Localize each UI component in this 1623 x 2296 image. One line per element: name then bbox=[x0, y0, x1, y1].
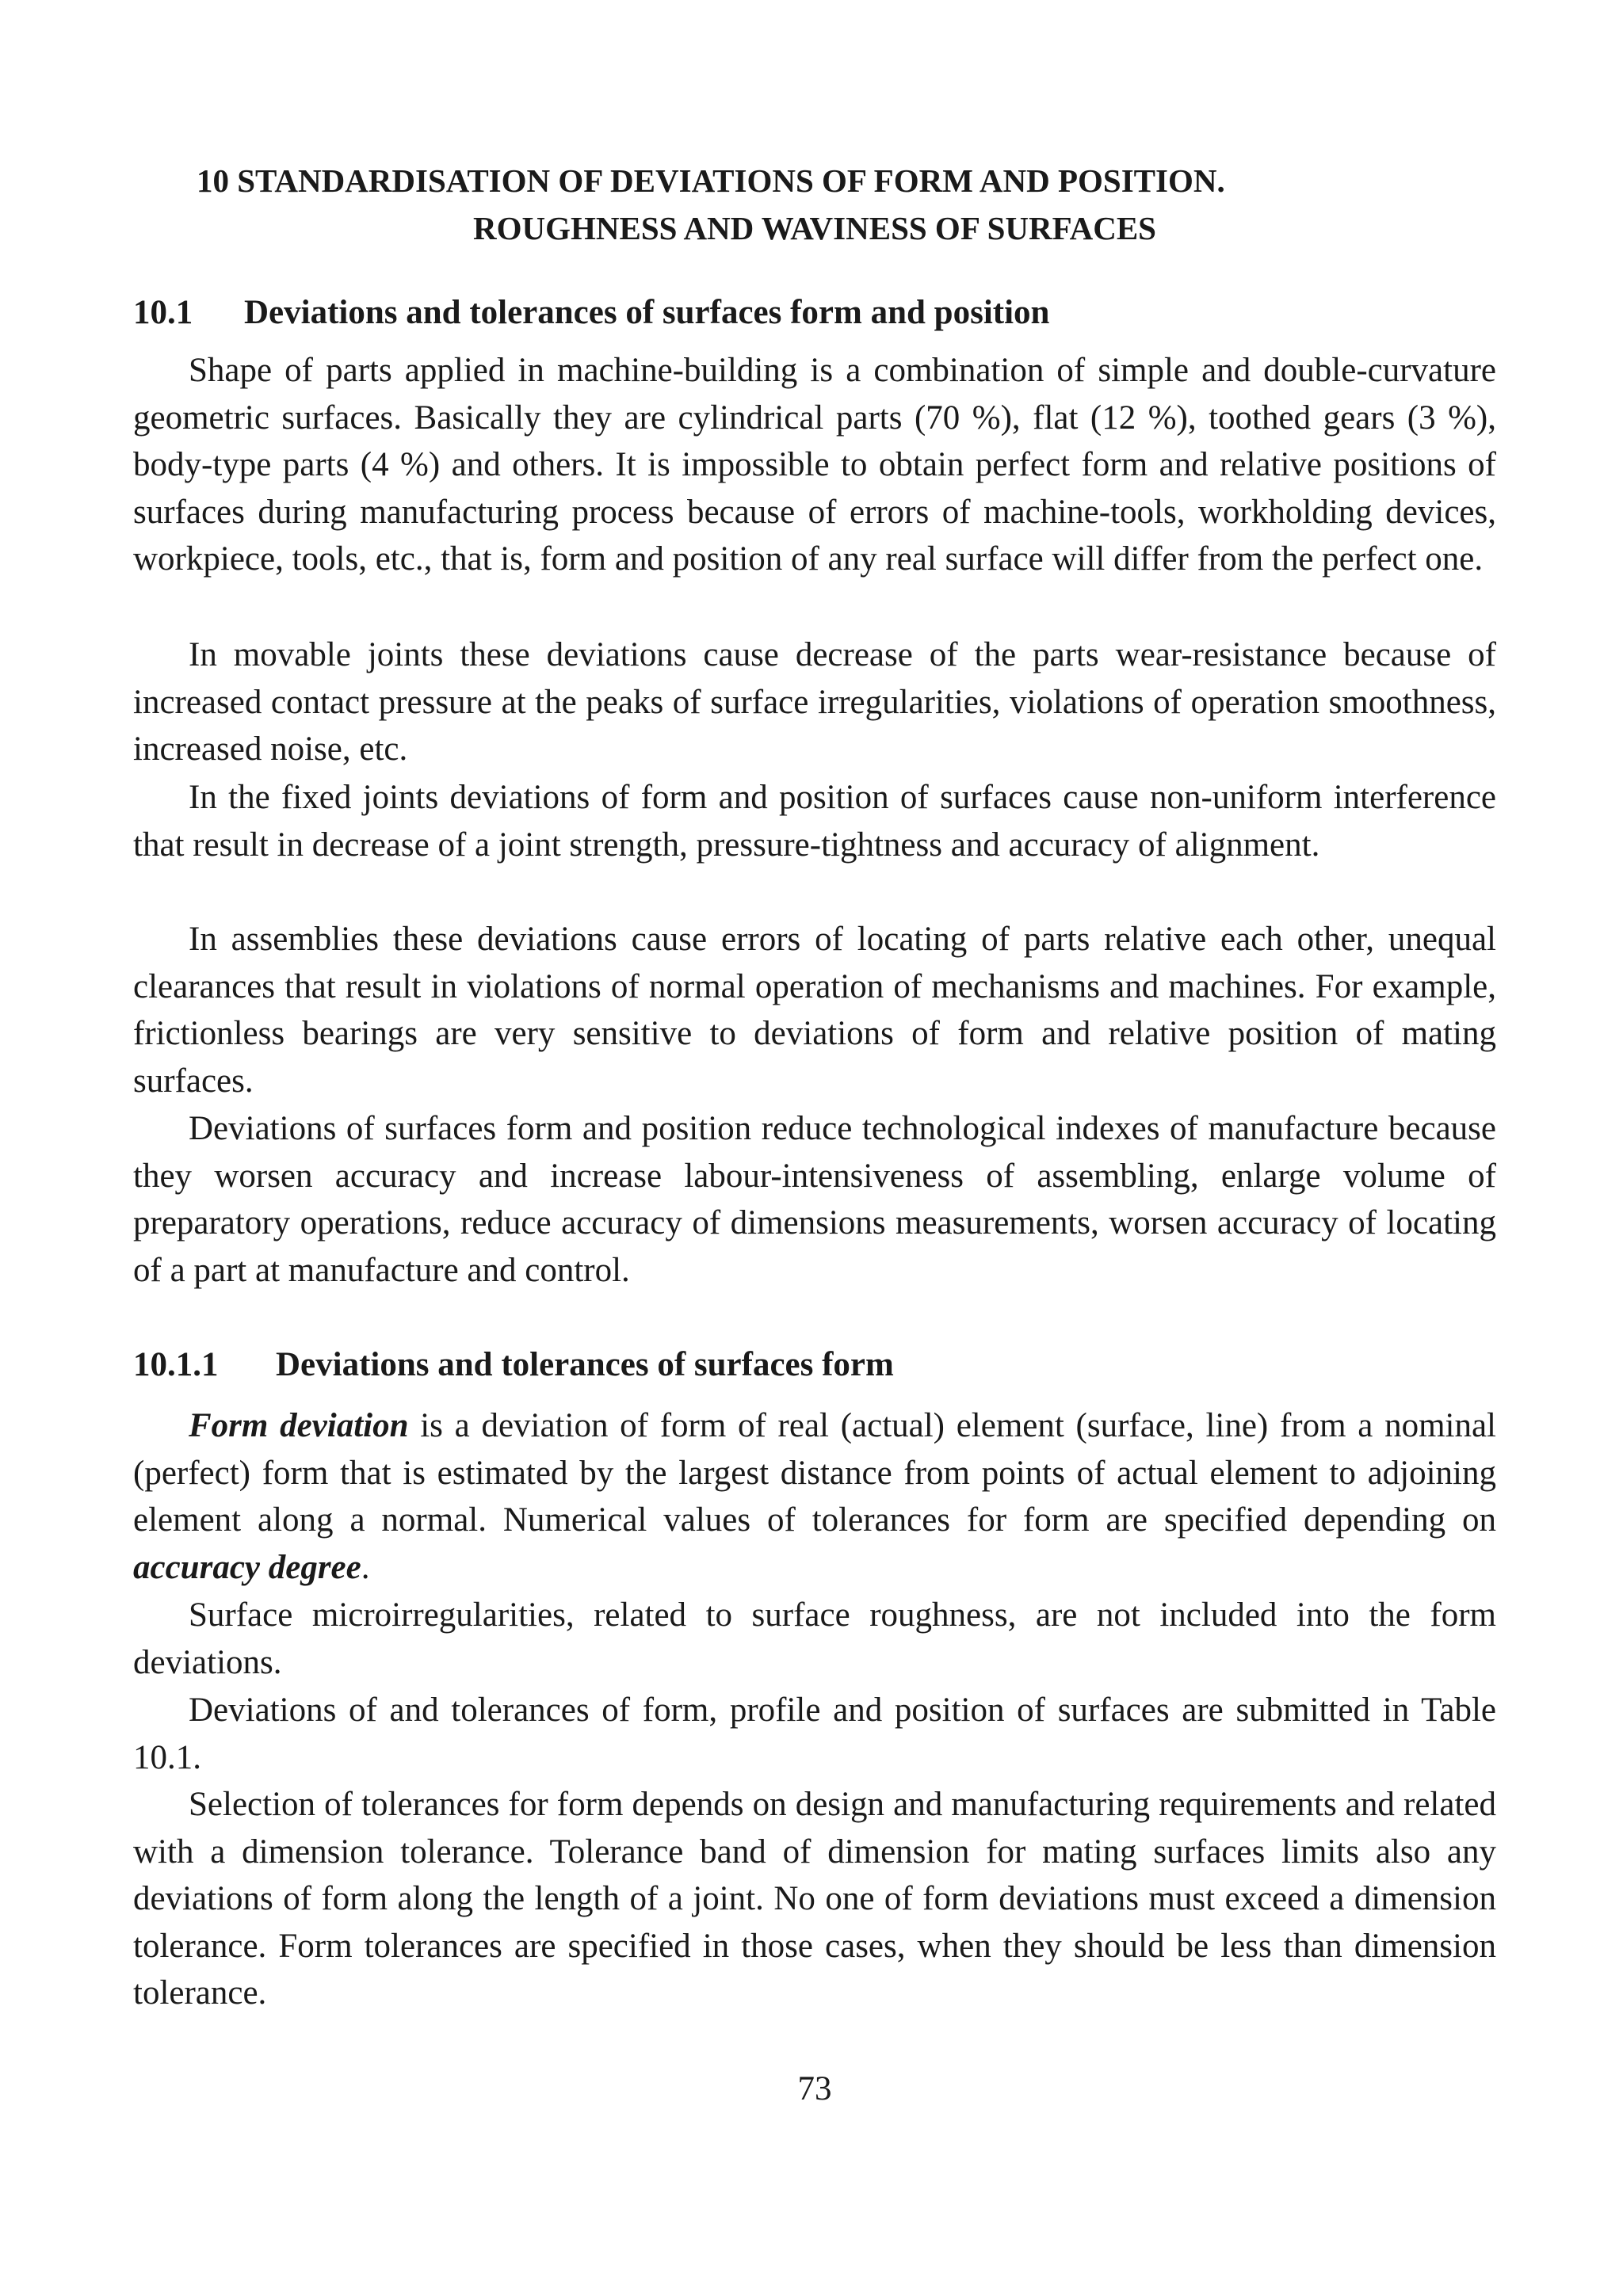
subsection-title: Deviations and tolerances of surfaces form bbox=[276, 1346, 894, 1383]
chapter-title-line-2: ROUGHNESS AND WAVINESS OF SURFACES bbox=[473, 210, 1156, 246]
chapter-title bbox=[133, 157, 1496, 252]
paragraph: In assemblies these deviations cause errors of locating of parts relative each other, unequal clearances that result in violations of normal operation of mechanisms and machines. For example, frictionless bearings are very sensitive to deviations of form and relative position of mating surfaces. bbox=[133, 921, 1496, 1100]
section-number: 10.1 bbox=[133, 294, 193, 331]
paragraph: Deviations of and tolerances of form, profile and position of surfaces are submitted in Table 10.1. bbox=[133, 1691, 1496, 1776]
section-title: Deviations and tolerances of surfaces form and position bbox=[244, 294, 1050, 331]
page-number: 73 bbox=[797, 2070, 832, 2107]
paragraph-form-deviation bbox=[133, 1402, 1496, 1591]
paragraph: Shape of parts applied in machine-building is a combination of simple and double-curvature geometric surfaces. Basically they are cylindrical parts (70 %), flat (12 %), toothed gears (3 %), body-type parts (4 %) and others. It is impossible to obtain perfect form and relative positions of surfaces during manufacturing process because of errors of machine-tools, workholding devices, workpiece, tools, etc., that is, form and position of any real surface will differ from the perfect one. bbox=[133, 352, 1496, 578]
subsection-heading bbox=[133, 1341, 894, 1389]
defined-term: accuracy degree bbox=[133, 1548, 361, 1586]
paragraph: Selection of tolerances for form depends on design and manufacturing requirements and related with a dimension tolerance. Tolerance band of dimension for mating surfaces limits also any deviations of form along the length of a joint. No one of form deviations must exceed a dimension tolerance. Form tolerances are specified in those cases, when they should be less than dimension tolerance. bbox=[133, 1786, 1496, 2012]
paragraph: Deviations of surfaces form and position reduce technological indexes of manufacture because they worsen accuracy and increase labour-intensiveness of assembling, enlarge volume of preparatory operations, reduce accuracy of dimensions measurements, worsen accuracy of locating of a part at manufacture and control. bbox=[133, 1110, 1496, 1289]
section-heading bbox=[133, 289, 1049, 337]
definition-text: is a deviation of form of real (actual) element (surface, line) from a nominal (perfect) form that is estimated by the largest distance from points of actual element to adjoining element along a normal. Numerical values of tolerances for form are specified depending on bbox=[133, 1407, 1496, 1539]
definition-text-end: . bbox=[361, 1548, 370, 1586]
paragraph: In movable joints these deviations cause decrease of the parts wear-resistance because of increased contact pressure at the peaks of surface irregularities, violations of operation smoothness, increased noise, etc. bbox=[133, 636, 1496, 769]
paragraph: In the fixed joints deviations of form and position of surfaces cause non-uniform interference that result in decrease of a joint strength, pressure-tightness and accuracy of alignment. bbox=[133, 779, 1496, 864]
document-page bbox=[133, 0, 1496, 2296]
paragraph: Surface microirregularities, related to surface roughness, are not included into the form deviations. bbox=[133, 1596, 1496, 1681]
defined-term: Form deviation bbox=[189, 1407, 409, 1444]
chapter-title-line-1: 10 STANDARDISATION OF DEVIATIONS OF FORM AND POSITION. bbox=[197, 162, 1225, 199]
subsection-number: 10.1.1 bbox=[133, 1346, 219, 1383]
